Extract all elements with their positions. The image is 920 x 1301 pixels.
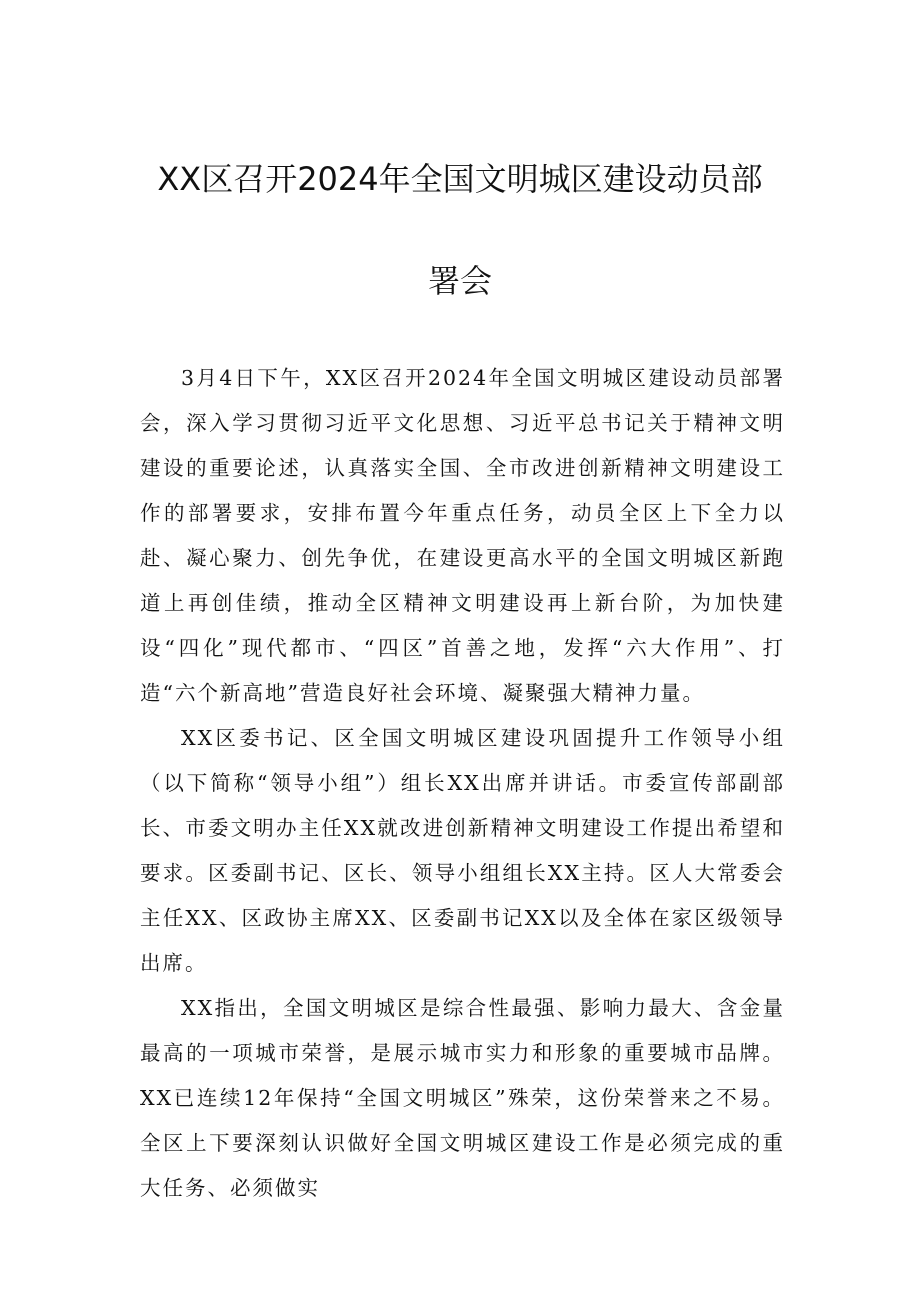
paragraph-1: 3月4日下午，XX区召开2024年全国文明城区建设动员部署会，深入学习贯彻习近平文化思想、习近平总书记关于精神文明建设的重要论述，认真落实全国、全市改进创新精神文明建设工作的部署要求，安排布置今年重点任务，动员全区上下全力以赴、凝心聚力、创先争优，在建设更高水平的全国文明城区新跑道上再创佳绩，推动全区精神文明建设再上新台阶，为加快建设“四化”现代都市、“四区”首善之地，发挥“六大作用”、打造“六个新高地”营造良好社会环境、凝聚强大精神力量。 — [140, 366, 785, 705]
paragraph-3: XX指出，全国文明城区是综合性最强、影响力最大、含金量最高的一项城市荣誉，是展示城市实力和形象的重要城市品牌。XX已连续12年保持“全国文明城区”殊荣，这份荣誉来之不易。全区上下要深刻认识做好全国文明城区建设工作是必须完成的重大任务、必须做实 — [140, 996, 785, 1200]
document-title-line-1: XX区召开2024年全国文明城区建设动员部 — [157, 160, 763, 198]
paragraph-2: XX区委书记、区全国文明城区建设巩固提升工作领导小组（以下简称“领导小组”）组长XX出席并讲话。市委宣传部副部长、市委文明办主任XX就改进创新精神文明建设工作提出希望和要求。区委副书记、区长、领导小组组长XX主持。区人大常委会主任XX、区政协主席XX、区委副书记XX以及全体在家区级领导出席。 — [140, 726, 785, 975]
document-title-line-2: 署会 — [427, 262, 492, 300]
document-body — [140, 356, 785, 1211]
